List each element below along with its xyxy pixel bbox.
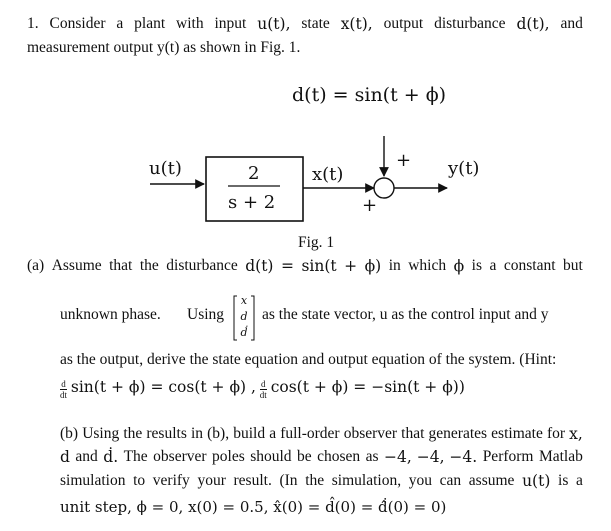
b1: Using	[82, 425, 120, 442]
c10: −4, −4, −4.	[384, 448, 478, 466]
b10: that	[401, 425, 425, 442]
a1: Assume	[51, 257, 102, 274]
e1: to	[133, 472, 146, 489]
a2: that	[109, 257, 133, 274]
w3: plant	[134, 15, 166, 32]
part-a-line-2-after: as the state vector, u as the control input and y	[262, 306, 549, 323]
a4: disturbance	[166, 257, 238, 274]
c2: ḋ.	[103, 448, 119, 466]
w8: x(t),	[340, 15, 373, 33]
w12: and	[560, 15, 583, 32]
b8: full-order	[280, 425, 340, 442]
tf-denominator: s + 2	[228, 192, 276, 213]
state-vector-entries	[236, 293, 252, 341]
b9: observer	[343, 425, 398, 442]
a9: ϕ)	[364, 257, 382, 275]
a6: =	[280, 257, 294, 275]
hint-identity-2: cos(t + ϕ) = −sin(t + ϕ))	[270, 378, 465, 396]
w6: u(t),	[257, 15, 291, 33]
a8: +	[344, 257, 358, 275]
c8: chosen	[317, 448, 361, 465]
w5: input	[214, 15, 247, 32]
part-a-line-1	[27, 256, 583, 276]
hint-line	[60, 377, 465, 400]
b11: generates	[428, 425, 488, 442]
state-x: x	[240, 294, 248, 307]
b4: in	[190, 425, 204, 442]
w9: output	[383, 15, 424, 32]
part-b-line-2	[60, 447, 583, 467]
c11: Perform	[482, 448, 534, 465]
c3: The	[123, 448, 148, 465]
c4: observer	[153, 448, 207, 465]
part-b-line-1	[60, 424, 583, 444]
b12: estimate	[491, 425, 543, 442]
c0: d	[60, 448, 70, 466]
hint-derivative-1: $\frac{d}{dt}$	[60, 379, 68, 400]
c1: and	[75, 448, 98, 465]
e3: your	[197, 472, 226, 489]
b7: a	[269, 425, 277, 442]
a15: constant	[503, 257, 556, 274]
b6: build	[233, 425, 266, 442]
e2: verify	[152, 472, 190, 489]
w4: with	[176, 15, 204, 32]
w2: a	[116, 15, 124, 32]
e13: a	[576, 472, 583, 489]
e12: is	[558, 472, 569, 489]
intro-line-2: measurement output y(t) as shown in Fig. 1.	[27, 39, 301, 56]
a13: is	[471, 257, 483, 274]
b0: (b)	[60, 425, 79, 442]
part-a-line-3: as the output, derive the state equation and output equation of the system. (Hint:	[60, 351, 557, 368]
a11: which	[408, 257, 447, 274]
c6: should	[250, 448, 292, 465]
disturbance-equation: d(t) = sin(t + ϕ)	[292, 84, 447, 106]
c5: poles	[212, 448, 245, 465]
w1: Consider	[49, 15, 106, 32]
b3: results	[146, 425, 187, 442]
sign-bottom: +	[362, 195, 378, 216]
figure-caption: Fig. 1	[298, 234, 335, 251]
c7: be	[297, 448, 312, 465]
a10: in	[388, 257, 401, 274]
a12: ϕ	[453, 257, 465, 275]
tf-numerator: 2	[248, 163, 260, 184]
w11: d(t),	[516, 15, 550, 33]
state-d: d	[240, 310, 248, 323]
hint-derivative-2: $\frac{d}{dt}$	[259, 379, 267, 400]
a7: sin(t	[301, 257, 337, 275]
state-label: x(t)	[312, 164, 344, 185]
part-b-line-3	[60, 471, 583, 491]
e9: can	[439, 472, 462, 489]
part-a-line-2-using: Using	[187, 306, 225, 323]
b14: x,	[569, 425, 583, 443]
input-label: u(t)	[149, 158, 182, 179]
state-d-dot: ḋ	[240, 326, 248, 339]
w7: state	[301, 15, 330, 32]
output-label: y(t)	[448, 158, 480, 179]
a14: a	[489, 257, 497, 274]
b2: the	[123, 425, 143, 442]
a5: d(t)	[245, 257, 274, 275]
e10: assume	[468, 472, 515, 489]
e7: simulation,	[331, 472, 402, 489]
e4: result.	[233, 472, 272, 489]
e8: you	[408, 472, 432, 489]
part-a-line-2-before: unknown phase.	[60, 306, 161, 323]
e0: simulation	[60, 472, 126, 489]
e6: the	[305, 472, 325, 489]
e5: (In	[279, 472, 298, 489]
b5: (b),	[207, 425, 230, 442]
part-b-line-4: unit step, ϕ = 0, x(0) = 0.5, x̂(0) = d̂(0) = ḋ̂(0) = 0)	[60, 498, 447, 516]
c12: Matlab	[538, 448, 583, 465]
a0: (a)	[27, 257, 45, 274]
c9: as	[365, 448, 379, 465]
hint-identity-1: sin(t + ϕ) = cos(t + ϕ) ,	[70, 378, 256, 396]
w0: 1.	[27, 15, 39, 32]
a3: the	[139, 257, 159, 274]
e11: u(t)	[522, 472, 551, 490]
b13: for	[546, 425, 566, 442]
w10: disturbance	[434, 15, 506, 32]
sign-top: +	[396, 150, 412, 171]
a16: but	[563, 257, 583, 274]
